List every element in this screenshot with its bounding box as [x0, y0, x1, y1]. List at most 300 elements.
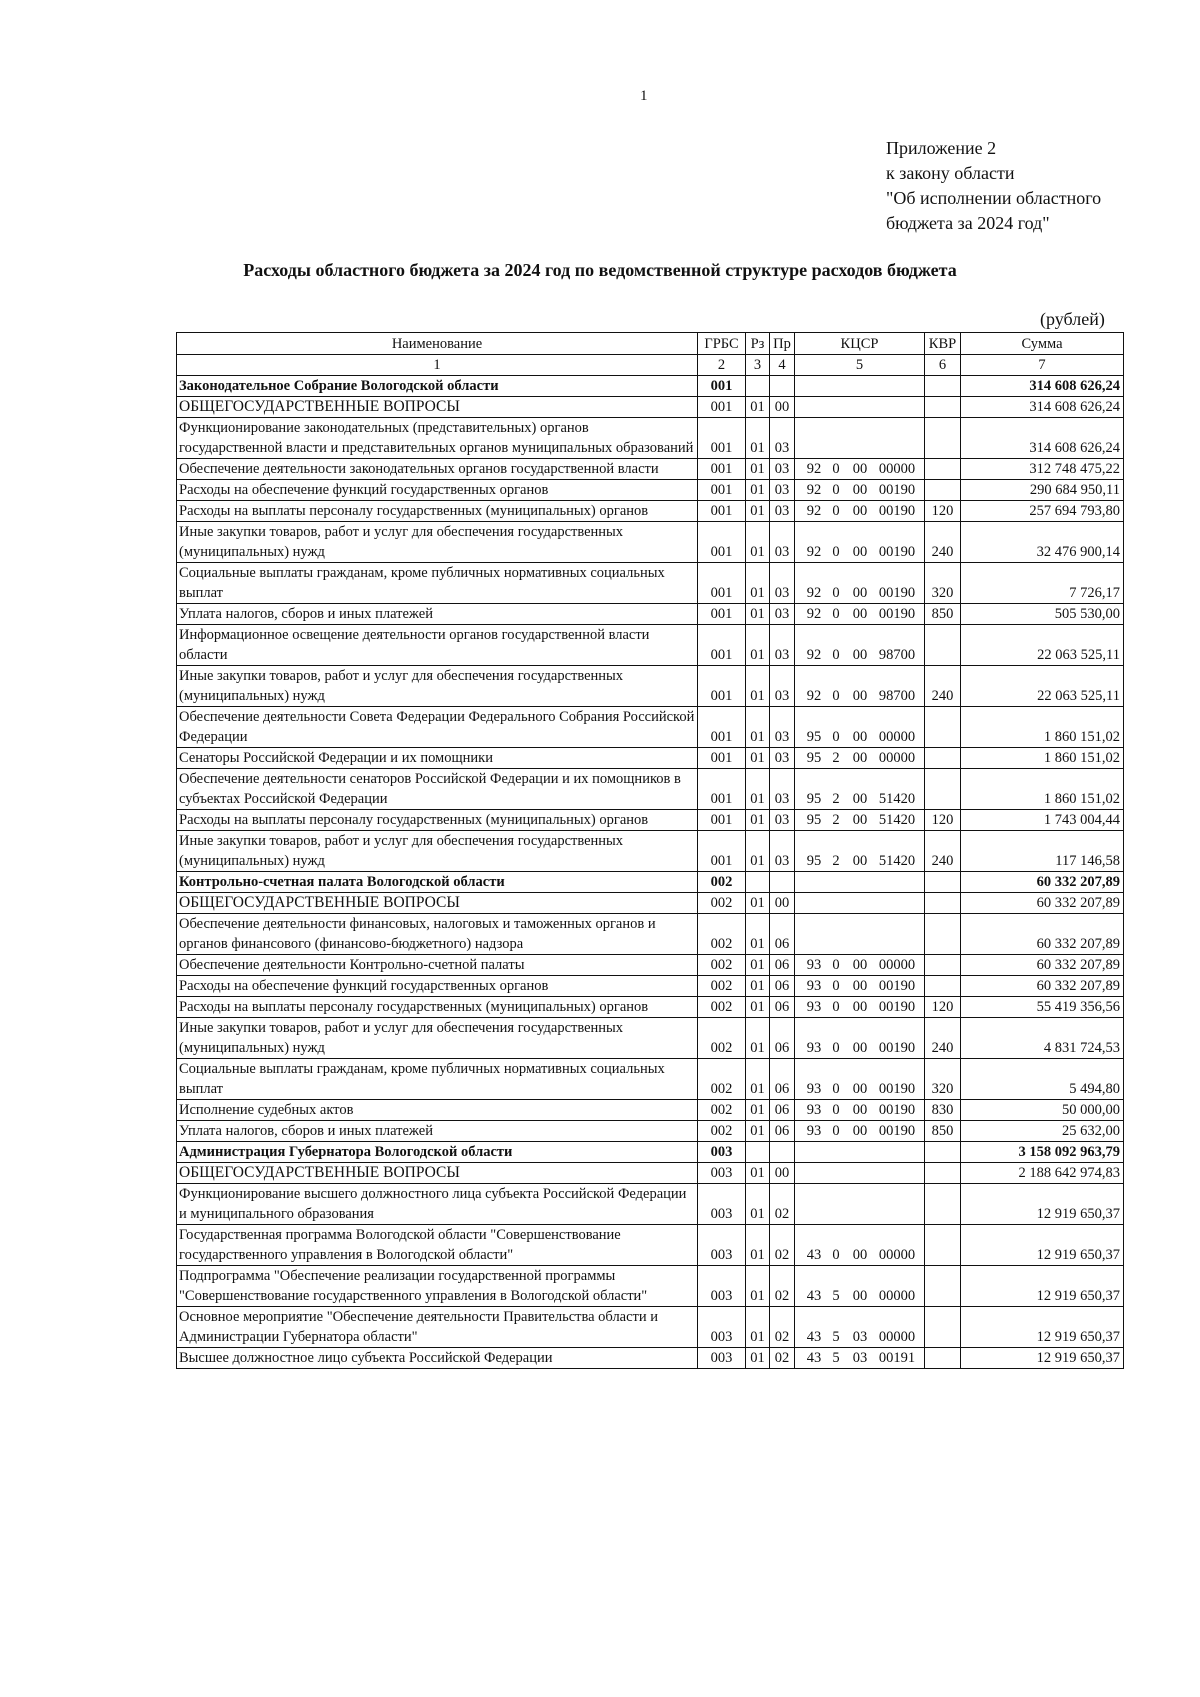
- kcsr-part: 51420: [878, 812, 916, 828]
- table-row: [177, 872, 1124, 893]
- table-row: [177, 1266, 1124, 1307]
- pr-cell: 00: [770, 1163, 795, 1184]
- kcsr-part: 92: [806, 647, 822, 663]
- kcsr-part: 00000: [878, 957, 916, 973]
- kcsr-part: 43: [806, 1288, 822, 1304]
- kcsr-part: 51420: [878, 853, 916, 869]
- kcsr-part: 43: [806, 1329, 822, 1345]
- pr-cell: 03: [770, 625, 795, 666]
- grbs-cell: 001: [698, 501, 746, 522]
- table-row: [177, 1121, 1124, 1142]
- kcsr-part: 95: [806, 853, 822, 869]
- pr-cell: 00: [770, 893, 795, 914]
- kcsr-part: 92: [806, 544, 822, 560]
- sum-cell: 257 694 793,80: [961, 501, 1124, 522]
- budget-table: [176, 332, 1124, 1369]
- kvr-cell: 320: [925, 563, 961, 604]
- kcsr-part: 0: [832, 1081, 840, 1097]
- rz-cell: 01: [746, 1163, 770, 1184]
- row-name: Обеспечение деятельности финансовых, налоговых и таможенных органов и органов финансового (финансово-бюджетного) надзора: [177, 914, 698, 955]
- kcsr-cell: [795, 810, 925, 831]
- kvr-cell: [925, 625, 961, 666]
- pr-cell: 06: [770, 955, 795, 976]
- rz-cell: 01: [746, 604, 770, 625]
- kcsr-part: 0: [832, 957, 840, 973]
- kvr-cell: [925, 1142, 961, 1163]
- kcsr-part: 00: [852, 791, 868, 807]
- grbs-cell: 002: [698, 893, 746, 914]
- grbs-cell: 003: [698, 1142, 746, 1163]
- kcsr-part: 92: [806, 503, 822, 519]
- kcsr-part: 00191: [878, 1350, 916, 1366]
- kvr-cell: 240: [925, 666, 961, 707]
- sum-cell: 1 860 151,02: [961, 707, 1124, 748]
- table-row: [177, 1142, 1124, 1163]
- rz-cell: 01: [746, 831, 770, 872]
- kcsr-part: 0: [832, 688, 840, 704]
- kvr-cell: [925, 893, 961, 914]
- grbs-cell: 002: [698, 1100, 746, 1121]
- sum-cell: 314 608 626,24: [961, 418, 1124, 459]
- grbs-cell: 001: [698, 397, 746, 418]
- pr-cell: 03: [770, 459, 795, 480]
- pr-cell: 06: [770, 914, 795, 955]
- column-number-row: [177, 355, 1124, 376]
- kcsr-part: 0: [832, 544, 840, 560]
- row-name: Сенаторы Российской Федерации и их помощники: [177, 748, 698, 769]
- kvr-cell: [925, 1266, 961, 1307]
- sum-cell: 60 332 207,89: [961, 976, 1124, 997]
- table-row: [177, 397, 1124, 418]
- grbs-cell: 002: [698, 872, 746, 893]
- kcsr-cell: [795, 1018, 925, 1059]
- sum-cell: 55 419 356,56: [961, 997, 1124, 1018]
- column-number: 7: [961, 355, 1124, 376]
- kcsr-part: 00: [852, 1081, 868, 1097]
- kcsr-part: 92: [806, 482, 822, 498]
- sum-cell: 60 332 207,89: [961, 872, 1124, 893]
- rz-cell: 01: [746, 1266, 770, 1307]
- kcsr-part: 00: [852, 461, 868, 477]
- header-cell: КВР: [925, 333, 961, 355]
- table-row: [177, 914, 1124, 955]
- kcsr-part: 43: [806, 1350, 822, 1366]
- kcsr-part: 00: [852, 688, 868, 704]
- kvr-cell: [925, 1307, 961, 1348]
- kcsr-part: 00: [852, 1102, 868, 1118]
- kvr-cell: [925, 480, 961, 501]
- row-name: Высшее должностное лицо субъекта Российской Федерации: [177, 1348, 698, 1369]
- kcsr-part: 0: [832, 729, 840, 745]
- kcsr-part: 00: [852, 1247, 868, 1263]
- row-name: ОБЩЕГОСУДАРСТВЕННЫЕ ВОПРОСЫ: [177, 893, 698, 914]
- table-row: [177, 976, 1124, 997]
- table-row: [177, 459, 1124, 480]
- kcsr-cell: [795, 1348, 925, 1369]
- grbs-cell: 002: [698, 997, 746, 1018]
- kcsr-cell: [795, 914, 925, 955]
- rz-cell: 01: [746, 397, 770, 418]
- pr-cell: 03: [770, 748, 795, 769]
- kcsr-part: 95: [806, 812, 822, 828]
- grbs-cell: 002: [698, 1059, 746, 1100]
- row-name: Исполнение судебных актов: [177, 1100, 698, 1121]
- kcsr-part: 2: [832, 812, 840, 828]
- kcsr-cell: [795, 563, 925, 604]
- table-row: [177, 1348, 1124, 1369]
- grbs-cell: 002: [698, 1018, 746, 1059]
- kcsr-part: 43: [806, 1247, 822, 1263]
- table-body: [177, 376, 1124, 1369]
- rz-cell: 01: [746, 1225, 770, 1266]
- sum-cell: 4 831 724,53: [961, 1018, 1124, 1059]
- rz-cell: 01: [746, 976, 770, 997]
- kcsr-part: 00: [852, 503, 868, 519]
- rz-cell: 01: [746, 955, 770, 976]
- kvr-cell: 120: [925, 997, 961, 1018]
- kcsr-part: 98700: [878, 647, 916, 663]
- table-row: [177, 625, 1124, 666]
- kvr-cell: 850: [925, 1121, 961, 1142]
- kcsr-part: 0: [832, 1102, 840, 1118]
- kcsr-part: 93: [806, 1102, 822, 1118]
- sum-cell: 1 860 151,02: [961, 748, 1124, 769]
- rz-cell: 01: [746, 501, 770, 522]
- kcsr-part: 00: [852, 606, 868, 622]
- sum-cell: 2 188 642 974,83: [961, 1163, 1124, 1184]
- kcsr-cell: [795, 976, 925, 997]
- kcsr-part: 0: [832, 1247, 840, 1263]
- row-name: Основное мероприятие "Обеспечение деятельности Правительства области и Администрации Губернатора области": [177, 1307, 698, 1348]
- column-number: 3: [746, 355, 770, 376]
- table-row: [177, 604, 1124, 625]
- kcsr-cell: [795, 707, 925, 748]
- kcsr-part: 5: [832, 1350, 840, 1366]
- sum-cell: 505 530,00: [961, 604, 1124, 625]
- grbs-cell: 003: [698, 1266, 746, 1307]
- grbs-cell: 001: [698, 707, 746, 748]
- rz-cell: 01: [746, 748, 770, 769]
- kcsr-cell: [795, 1059, 925, 1100]
- kvr-cell: [925, 769, 961, 810]
- appendix-note: [886, 136, 1101, 236]
- pr-cell: [770, 872, 795, 893]
- kcsr-part: 00190: [878, 606, 916, 622]
- rz-cell: 01: [746, 1307, 770, 1348]
- rz-cell: 01: [746, 522, 770, 563]
- table-row: [177, 997, 1124, 1018]
- kcsr-part: 00190: [878, 999, 916, 1015]
- kcsr-part: 93: [806, 999, 822, 1015]
- kcsr-part: 00: [852, 482, 868, 498]
- grbs-cell: 001: [698, 810, 746, 831]
- sum-cell: 50 000,00: [961, 1100, 1124, 1121]
- sum-cell: 12 919 650,37: [961, 1184, 1124, 1225]
- kcsr-part: 00: [852, 1123, 868, 1139]
- rz-cell: 01: [746, 997, 770, 1018]
- kcsr-cell: [795, 997, 925, 1018]
- row-name: Законодательное Собрание Вологодской области: [177, 376, 698, 397]
- row-name: Функционирование высшего должностного лица субъекта Российской Федерации и муниципального образования: [177, 1184, 698, 1225]
- row-name: ОБЩЕГОСУДАРСТВЕННЫЕ ВОПРОСЫ: [177, 1163, 698, 1184]
- kcsr-cell: [795, 748, 925, 769]
- sum-cell: 312 748 475,22: [961, 459, 1124, 480]
- sum-cell: 117 146,58: [961, 831, 1124, 872]
- kcsr-cell: [795, 872, 925, 893]
- kvr-cell: [925, 707, 961, 748]
- rz-cell: 01: [746, 1059, 770, 1100]
- sum-cell: 12 919 650,37: [961, 1307, 1124, 1348]
- grbs-cell: 003: [698, 1348, 746, 1369]
- kcsr-part: 00: [852, 1040, 868, 1056]
- rz-cell: 01: [746, 459, 770, 480]
- grbs-cell: 001: [698, 625, 746, 666]
- kcsr-cell: [795, 459, 925, 480]
- pr-cell: 03: [770, 522, 795, 563]
- row-name: Расходы на выплаты персоналу государственных (муниципальных) органов: [177, 810, 698, 831]
- rz-cell: 01: [746, 707, 770, 748]
- row-name: Обеспечение деятельности сенаторов Российской Федерации и их помощников в субъектах Российской Федерации: [177, 769, 698, 810]
- grbs-cell: 003: [698, 1184, 746, 1225]
- rz-cell: 01: [746, 480, 770, 501]
- kcsr-cell: [795, 1307, 925, 1348]
- table-row: [177, 563, 1124, 604]
- table-row: [177, 666, 1124, 707]
- table-row: [177, 707, 1124, 748]
- kcsr-cell: [795, 1121, 925, 1142]
- kcsr-part: 00000: [878, 1288, 916, 1304]
- pr-cell: 03: [770, 769, 795, 810]
- kcsr-cell: [795, 955, 925, 976]
- table-row: [177, 831, 1124, 872]
- kcsr-part: 92: [806, 585, 822, 601]
- kcsr-part: 51420: [878, 791, 916, 807]
- kvr-cell: [925, 397, 961, 418]
- sum-cell: 1 743 004,44: [961, 810, 1124, 831]
- rz-cell: 01: [746, 914, 770, 955]
- kcsr-part: 00: [852, 1288, 868, 1304]
- table-row: [177, 1059, 1124, 1100]
- table-row: [177, 1018, 1124, 1059]
- kcsr-part: 95: [806, 750, 822, 766]
- kcsr-part: 93: [806, 1123, 822, 1139]
- table-row: [177, 376, 1124, 397]
- grbs-cell: 001: [698, 831, 746, 872]
- kcsr-part: 00190: [878, 1123, 916, 1139]
- table-row: [177, 1307, 1124, 1348]
- kcsr-part: 0: [832, 978, 840, 994]
- kcsr-cell: [795, 893, 925, 914]
- kvr-cell: [925, 1163, 961, 1184]
- pr-cell: 06: [770, 976, 795, 997]
- rz-cell: 01: [746, 1100, 770, 1121]
- kvr-cell: [925, 1348, 961, 1369]
- kcsr-part: 00190: [878, 544, 916, 560]
- table-row: [177, 769, 1124, 810]
- table-row: [177, 522, 1124, 563]
- row-name: Иные закупки товаров, работ и услуг для обеспечения государственных (муниципальных) нужд: [177, 831, 698, 872]
- row-name: Подпрограмма "Обеспечение реализации государственной программы "Совершенствование государственного управления в Вологодской области": [177, 1266, 698, 1307]
- pr-cell: 02: [770, 1307, 795, 1348]
- grbs-cell: 002: [698, 1121, 746, 1142]
- rz-cell: 01: [746, 1184, 770, 1225]
- kvr-cell: 830: [925, 1100, 961, 1121]
- document-title: Расходы областного бюджета за 2024 год по ведомственной структуре расходов бюджета: [243, 260, 957, 280]
- sum-cell: 1 860 151,02: [961, 769, 1124, 810]
- kcsr-part: 00190: [878, 503, 916, 519]
- header-cell: Наименование: [177, 333, 698, 355]
- rz-cell: 01: [746, 1018, 770, 1059]
- pr-cell: 03: [770, 666, 795, 707]
- pr-cell: [770, 1142, 795, 1163]
- kcsr-part: 95: [806, 729, 822, 745]
- kcsr-part: 00: [852, 812, 868, 828]
- table-row: [177, 893, 1124, 914]
- kcsr-part: 03: [852, 1350, 868, 1366]
- rz-cell: 01: [746, 810, 770, 831]
- kcsr-part: 2: [832, 853, 840, 869]
- sum-cell: 60 332 207,89: [961, 955, 1124, 976]
- kcsr-part: 2: [832, 791, 840, 807]
- kcsr-cell: [795, 666, 925, 707]
- kcsr-part: 00: [852, 544, 868, 560]
- grbs-cell: 001: [698, 418, 746, 459]
- kcsr-cell: [795, 397, 925, 418]
- kcsr-part: 92: [806, 688, 822, 704]
- kcsr-part: 00190: [878, 1040, 916, 1056]
- kcsr-part: 03: [852, 1329, 868, 1345]
- table-row: [177, 1184, 1124, 1225]
- rz-cell: 01: [746, 625, 770, 666]
- grbs-cell: 001: [698, 604, 746, 625]
- row-name: Информационное освещение деятельности органов государственной власти области: [177, 625, 698, 666]
- kvr-cell: 120: [925, 501, 961, 522]
- kcsr-cell: [795, 1163, 925, 1184]
- kcsr-part: 00: [852, 999, 868, 1015]
- grbs-cell: 001: [698, 748, 746, 769]
- row-name: Обеспечение деятельности Совета Федерации Федерального Собрания Российской Федерации: [177, 707, 698, 748]
- appendix-line: Приложение 2: [886, 138, 997, 158]
- rz-cell: [746, 872, 770, 893]
- pr-cell: 03: [770, 418, 795, 459]
- table-row: [177, 1163, 1124, 1184]
- kvr-cell: [925, 748, 961, 769]
- kcsr-cell: [795, 522, 925, 563]
- kvr-cell: [925, 976, 961, 997]
- pr-cell: 02: [770, 1184, 795, 1225]
- sum-cell: 290 684 950,11: [961, 480, 1124, 501]
- kcsr-part: 00: [852, 647, 868, 663]
- sum-cell: 314 608 626,24: [961, 397, 1124, 418]
- kcsr-part: 2: [832, 750, 840, 766]
- kvr-cell: 240: [925, 831, 961, 872]
- table-row: [177, 810, 1124, 831]
- row-name: Расходы на выплаты персоналу государственных (муниципальных) органов: [177, 501, 698, 522]
- pr-cell: 06: [770, 1018, 795, 1059]
- column-number: 5: [795, 355, 925, 376]
- kcsr-cell: [795, 604, 925, 625]
- table-row: [177, 955, 1124, 976]
- units-label: (рублей): [1040, 309, 1105, 329]
- kcsr-part: 0: [832, 461, 840, 477]
- rz-cell: 01: [746, 769, 770, 810]
- kcsr-part: 00: [852, 729, 868, 745]
- kvr-cell: 120: [925, 810, 961, 831]
- kcsr-part: 00190: [878, 978, 916, 994]
- table-row: [177, 1100, 1124, 1121]
- appendix-line: "Об исполнении областного: [886, 188, 1102, 208]
- column-number: 4: [770, 355, 795, 376]
- pr-cell: 03: [770, 707, 795, 748]
- kcsr-part: 0: [832, 1040, 840, 1056]
- row-name: Уплата налогов, сборов и иных платежей: [177, 604, 698, 625]
- appendix-line: бюджета за 2024 год": [886, 213, 1050, 233]
- kcsr-part: 0: [832, 503, 840, 519]
- kcsr-part: 0: [832, 999, 840, 1015]
- kcsr-cell: [795, 376, 925, 397]
- pr-cell: 06: [770, 1100, 795, 1121]
- row-name: Обеспечение деятельности законодательных органов государственной власти: [177, 459, 698, 480]
- kcsr-part: 00190: [878, 585, 916, 601]
- sum-cell: 32 476 900,14: [961, 522, 1124, 563]
- kvr-cell: 850: [925, 604, 961, 625]
- kcsr-part: 00190: [878, 1081, 916, 1097]
- header-cell: Пр: [770, 333, 795, 355]
- kvr-cell: 320: [925, 1059, 961, 1100]
- sum-cell: 22 063 525,11: [961, 625, 1124, 666]
- kvr-cell: [925, 1225, 961, 1266]
- kvr-cell: [925, 914, 961, 955]
- rz-cell: [746, 1142, 770, 1163]
- kcsr-cell: [795, 501, 925, 522]
- kcsr-cell: [795, 480, 925, 501]
- kcsr-part: 98700: [878, 688, 916, 704]
- row-name: Контрольно-счетная палата Вологодской области: [177, 872, 698, 893]
- kcsr-part: 00000: [878, 1329, 916, 1345]
- kcsr-cell: [795, 1142, 925, 1163]
- kvr-cell: [925, 1184, 961, 1225]
- kcsr-part: 92: [806, 606, 822, 622]
- kcsr-part: 00: [852, 853, 868, 869]
- row-name: Уплата налогов, сборов и иных платежей: [177, 1121, 698, 1142]
- rz-cell: [746, 376, 770, 397]
- kcsr-part: 00000: [878, 1247, 916, 1263]
- kcsr-cell: [795, 831, 925, 872]
- kcsr-part: 93: [806, 1081, 822, 1097]
- sum-cell: 7 726,17: [961, 563, 1124, 604]
- kvr-cell: [925, 418, 961, 459]
- kvr-cell: [925, 955, 961, 976]
- sum-cell: 22 063 525,11: [961, 666, 1124, 707]
- page-number: 1: [640, 88, 648, 104]
- header-row: [177, 333, 1124, 355]
- kvr-cell: 240: [925, 522, 961, 563]
- kcsr-cell: [795, 1266, 925, 1307]
- pr-cell: 03: [770, 563, 795, 604]
- kcsr-part: 0: [832, 1123, 840, 1139]
- sum-cell: 314 608 626,24: [961, 376, 1124, 397]
- column-number: 2: [698, 355, 746, 376]
- pr-cell: 03: [770, 501, 795, 522]
- kcsr-part: 0: [832, 606, 840, 622]
- header-cell: ГРБС: [698, 333, 746, 355]
- sum-cell: 60 332 207,89: [961, 914, 1124, 955]
- kcsr-part: 00190: [878, 1102, 916, 1118]
- kcsr-cell: [795, 625, 925, 666]
- kvr-cell: [925, 872, 961, 893]
- sum-cell: 12 919 650,37: [961, 1348, 1124, 1369]
- grbs-cell: 002: [698, 914, 746, 955]
